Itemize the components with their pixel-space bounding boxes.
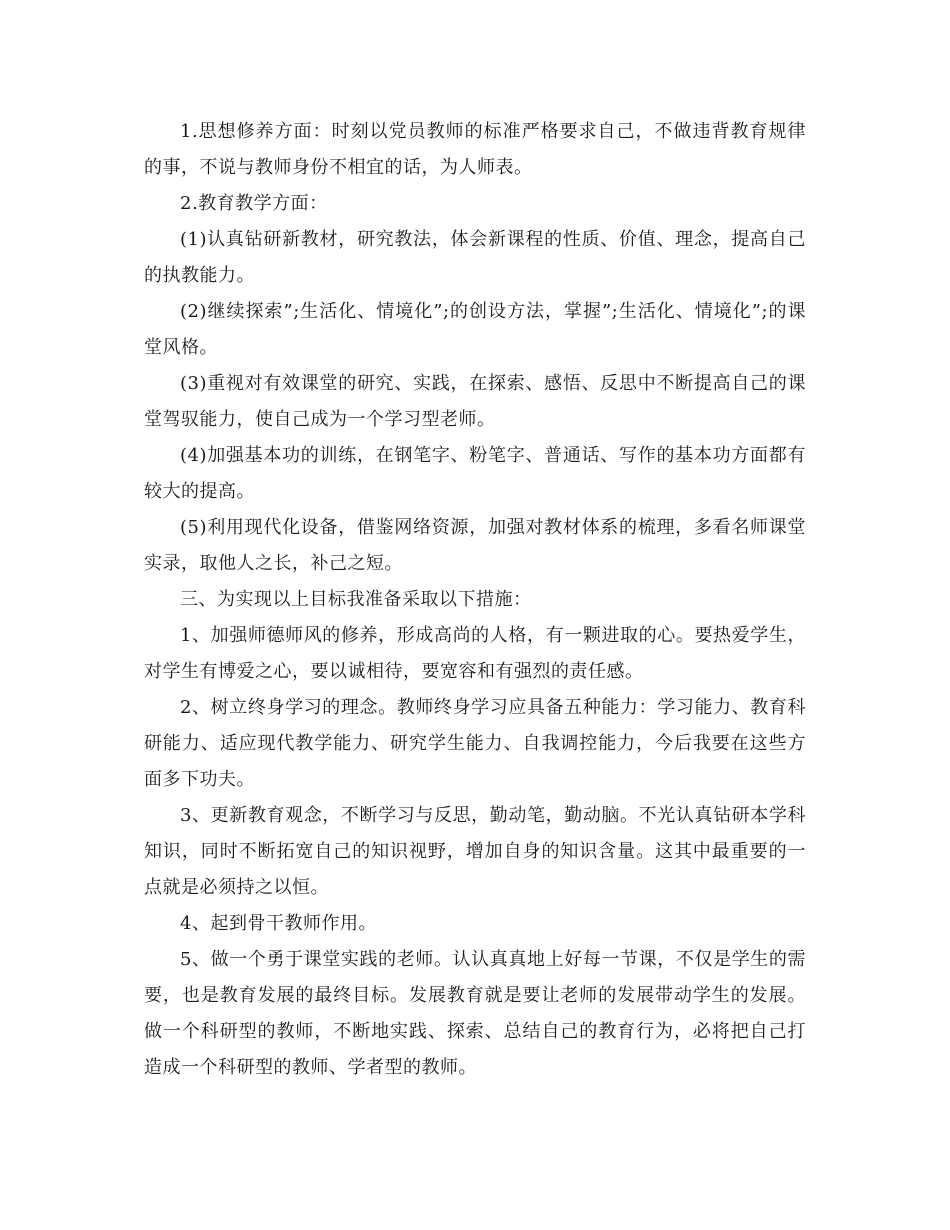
paragraph-measure-4: 4、起到骨干教师作用。 xyxy=(180,913,377,934)
paragraph-teaching-heading: 2.教育教学方面： xyxy=(180,193,328,214)
paragraph-ideology: 1.思想修养方面：时刻以党员教师的标准严格要求自己，不做违背教育规律的事，不说与教师身份不相宜的话，为人师表。 xyxy=(144,121,806,178)
paragraph-measure-2: 2、树立终身学习的理念。教师终身学习应具备五种能力：学习能力、教育科研能力、适应现代教学能力、研究学生能力、自我调控能力，今后我要在这些方面多下功夫。 xyxy=(144,697,806,790)
paragraph-measures-heading: 三、为实现以上目标我准备采取以下措施： xyxy=(180,589,532,610)
paragraph-item-3: (3)重视对有效课堂的研究、实践，在探索、感悟、反思中不断提高自己的课堂驾驭能力，使自己成为一个学习型老师。 xyxy=(144,373,806,430)
paragraph-item-5: (5)利用现代化设备，借鉴网络资源，加强对教材体系的梳理，多看名师课堂实录，取他人之长，补己之短。 xyxy=(144,517,806,574)
paragraph-measure-5: 5、做一个勇于课堂实践的老师。认认真真地上好每一节课，不仅是学生的需要，也是教育发展的最终目标。发展教育就是要让老师的发展带动学生的发展。做一个科研型的教师，不断地实践、探索、总结自己的教育行为，必将把自己打造成一个科研型的教师、学者型的教师。 xyxy=(144,949,806,1078)
paragraph-item-4: (4)加强基本功的训练，在钢笔字、粉笔字、普通话、写作的基本功方面都有较大的提高。 xyxy=(144,445,806,502)
paragraph-item-1: (1)认真钻研新教材，研究教法，体会新课程的性质、价值、理念，提高自己的执教能力。 xyxy=(144,229,806,286)
paragraph-measure-3: 3、更新教育观念，不断学习与反思，勤动笔，勤动脑。不光认真钻研本学科知识，同时不断拓宽自己的知识视野，增加自身的知识含量。这其中最重要的一点就是必须持之以恒。 xyxy=(144,805,806,898)
paragraph-measure-1: 1、加强师德师风的修养，形成高尚的人格，有一颗进取的心。要热爱学生，对学生有博爱之心，要以诚相待，要宽容和有强烈的责任感。 xyxy=(144,625,806,682)
document-body xyxy=(144,114,806,1086)
paragraph-item-2: (2)继续探索”;生活化、情境化”;的创设方法，掌握”;生活化、情境化”;的课堂风格。 xyxy=(144,301,806,358)
